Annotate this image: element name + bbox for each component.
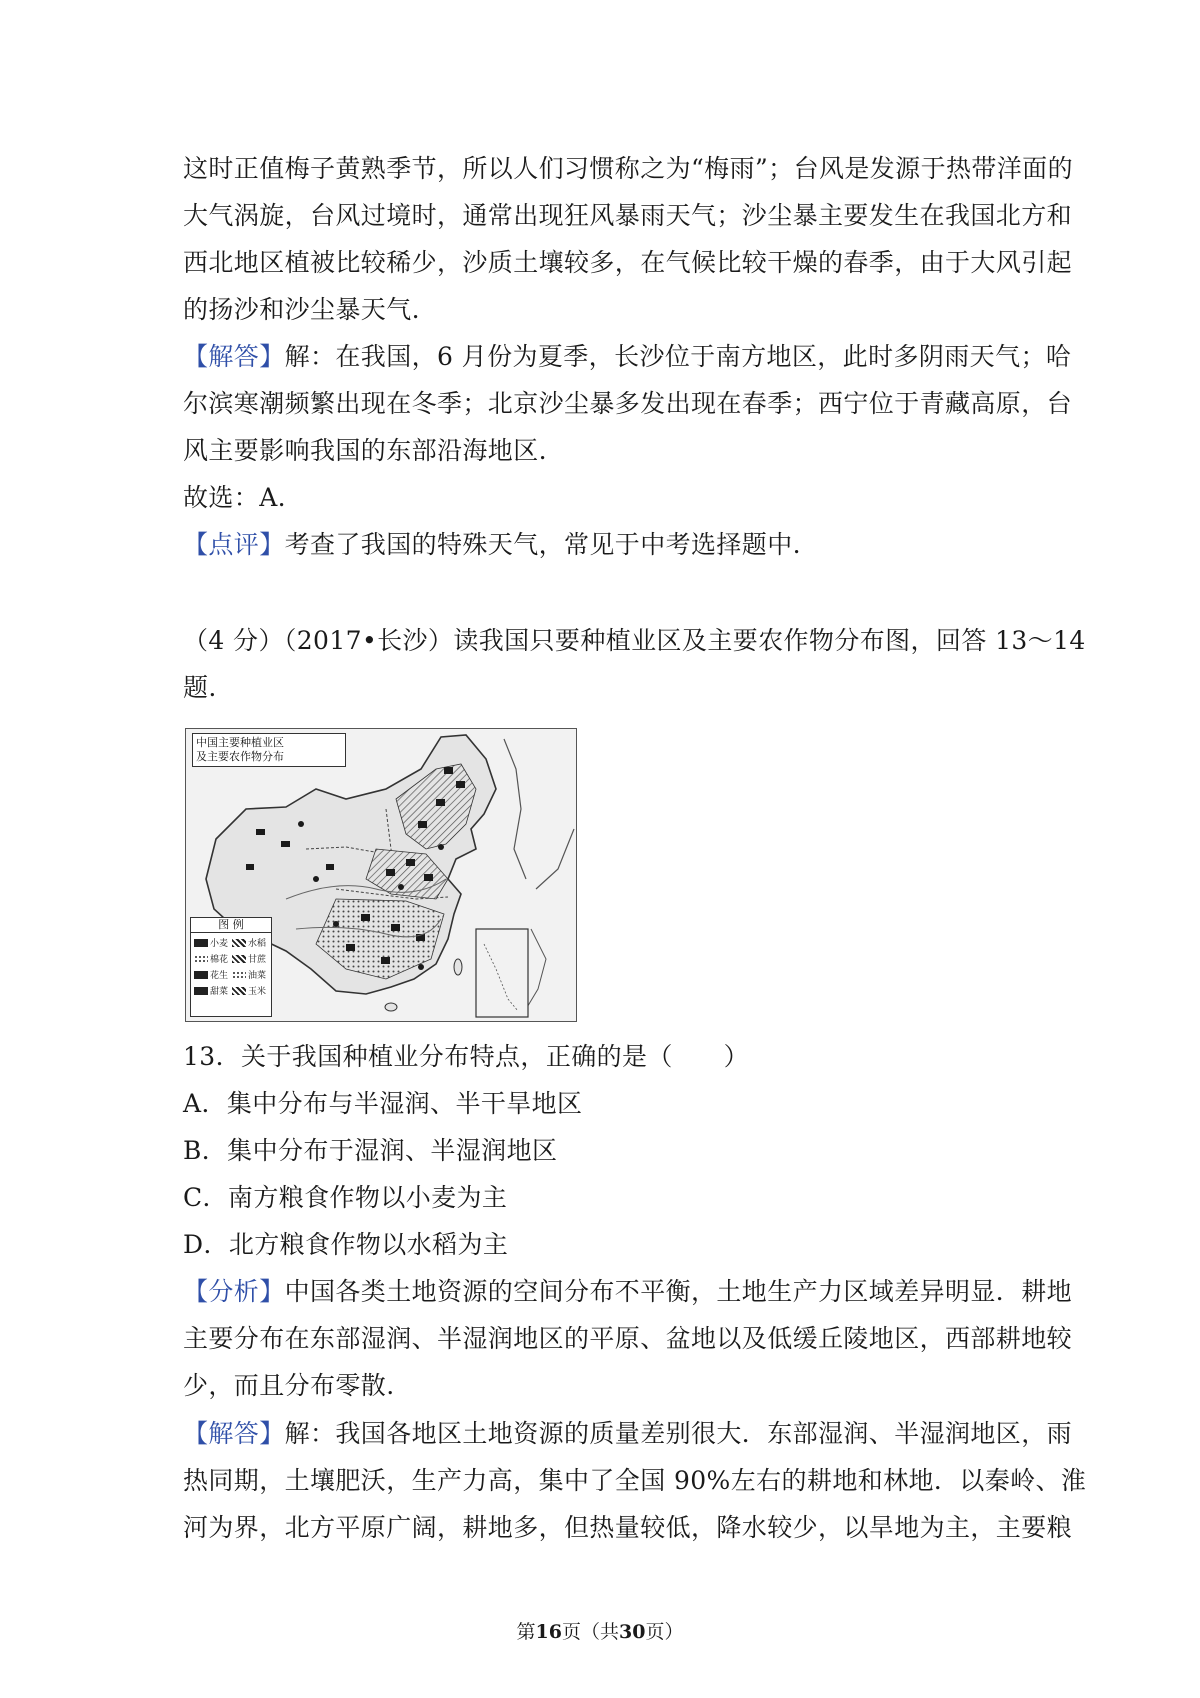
- text-line: 尔滨寒潮频繁出现在冬季；北京沙尘暴多发出现在春季；西宁位于青藏高原，台: [183, 389, 1073, 418]
- text-line: 解：我国各地区土地资源的质量差别很大．东部湿润、半湿润地区，雨: [284, 1419, 1073, 1448]
- legend-item: [194, 968, 230, 981]
- legend-swatch: [194, 955, 208, 963]
- analysis-tag: 【分析】: [183, 1277, 285, 1306]
- text-line: 河为界，北方平原广阔，耕地多，但热量较低，降水较少，以旱地为主，主要粮: [183, 1513, 1073, 1542]
- comment-12: [183, 521, 1023, 568]
- text-line: 主要分布在东部湿润、半湿润地区的平原、盆地以及低缓丘陵地区，西部耕地较: [183, 1324, 1073, 1353]
- analysis-13: [183, 1268, 1073, 1409]
- answer-12: [183, 333, 1073, 474]
- legend-item: [232, 968, 268, 981]
- legend-title: 图 例: [191, 918, 271, 933]
- footer-middle: 页（共: [561, 1621, 619, 1643]
- choice-12: [183, 474, 1023, 521]
- legend-item: [232, 936, 268, 949]
- option-c: C．南方粮食作物以小麦为主: [183, 1183, 508, 1212]
- legend-swatch: [194, 939, 208, 947]
- text-line: 解：在我国，6 月份为夏季，长沙位于南方地区，此时多阴雨天气；哈: [284, 342, 1072, 371]
- text-line: 考查了我国的特殊天气，常见于中考选择题中.: [284, 530, 801, 559]
- text-line: 大气涡旋，台风过境时，通常出现狂风暴雨天气；沙尘暴主要发生在我国北方和: [183, 201, 1073, 230]
- footer-suffix: 页）: [645, 1621, 684, 1643]
- legend-label: 油菜: [248, 971, 267, 981]
- option-d: D．北方粮食作物以水稻为主: [183, 1230, 509, 1259]
- page-footer: [0, 1617, 1200, 1644]
- map-title-line: 中国主要种植业区: [196, 736, 284, 749]
- map-title: [192, 733, 346, 767]
- answer-tag: 【解答】: [183, 1419, 285, 1448]
- text-line: 风主要影响我国的东部沿海地区.: [183, 436, 547, 465]
- total-pages: 30: [619, 1621, 646, 1643]
- text-line: 这时正值梅子黄熟季节，所以人们习惯称之为“梅雨”；台风是发源于热带洋面的: [183, 154, 1073, 183]
- text-line: 的扬沙和沙尘暴天气.: [183, 295, 420, 324]
- option-a: A．集中分布与半湿润、半干旱地区: [183, 1089, 583, 1118]
- legend-label: 甘蔗: [248, 955, 267, 965]
- analysis-continuation: [183, 145, 1073, 333]
- text-line: 少，而且分布零散.: [183, 1371, 395, 1400]
- legend-swatch: [232, 955, 246, 963]
- legend-label: 水稻: [248, 939, 267, 949]
- text-line: 西北地区植被比较稀少，沙质土壤较多，在气候比较干燥的春季，由于大风引起: [183, 248, 1073, 277]
- question-intro-13-14: [183, 617, 1086, 711]
- legend-swatch: [194, 971, 208, 979]
- question-13: [183, 1033, 1023, 1268]
- legend-item: [194, 952, 230, 965]
- text-line: 中国各类土地资源的空间分布不平衡，土地生产力区域差异明显．耕地: [284, 1277, 1073, 1306]
- legend-label: 花生: [210, 971, 229, 981]
- legend-item: [232, 984, 268, 997]
- legend-swatch: [232, 939, 246, 947]
- legend-item: [232, 952, 268, 965]
- text-line: 题.: [183, 673, 217, 702]
- legend-swatch: [232, 971, 246, 979]
- answer-tag: 【解答】: [183, 342, 285, 371]
- legend-item: [194, 936, 230, 949]
- map-title-line: 及主要农作物分布: [196, 750, 284, 763]
- legend-label: 小麦: [210, 939, 229, 949]
- legend-swatch: [194, 987, 208, 995]
- legend-label: 棉花: [210, 955, 229, 965]
- question-stem: 13．关于我国种植业分布特点，正确的是（ ）: [183, 1042, 750, 1071]
- page-number: 16: [535, 1621, 562, 1643]
- legend-label: 甜菜: [210, 987, 229, 997]
- crop-distribution-map: [185, 728, 577, 1022]
- legend-item: [194, 984, 230, 997]
- option-b: B．集中分布于湿润、半湿润地区: [183, 1136, 558, 1165]
- text-line: 故选：A.: [183, 483, 287, 512]
- comment-tag: 【点评】: [183, 530, 285, 559]
- legend-swatch: [232, 987, 246, 995]
- map-legend: [190, 917, 272, 1017]
- text-line: 热同期，土壤肥沃，生产力高，集中了全国 90%左右的耕地和林地．以秦岭、淮: [183, 1466, 1087, 1495]
- text-line: （4 分）（2017•长沙）读我国只要种植业区及主要农作物分布图，回答 13～14: [183, 626, 1086, 655]
- legend-label: 玉米: [248, 987, 267, 997]
- footer-prefix: 第: [516, 1621, 536, 1643]
- answer-13: [183, 1410, 1087, 1551]
